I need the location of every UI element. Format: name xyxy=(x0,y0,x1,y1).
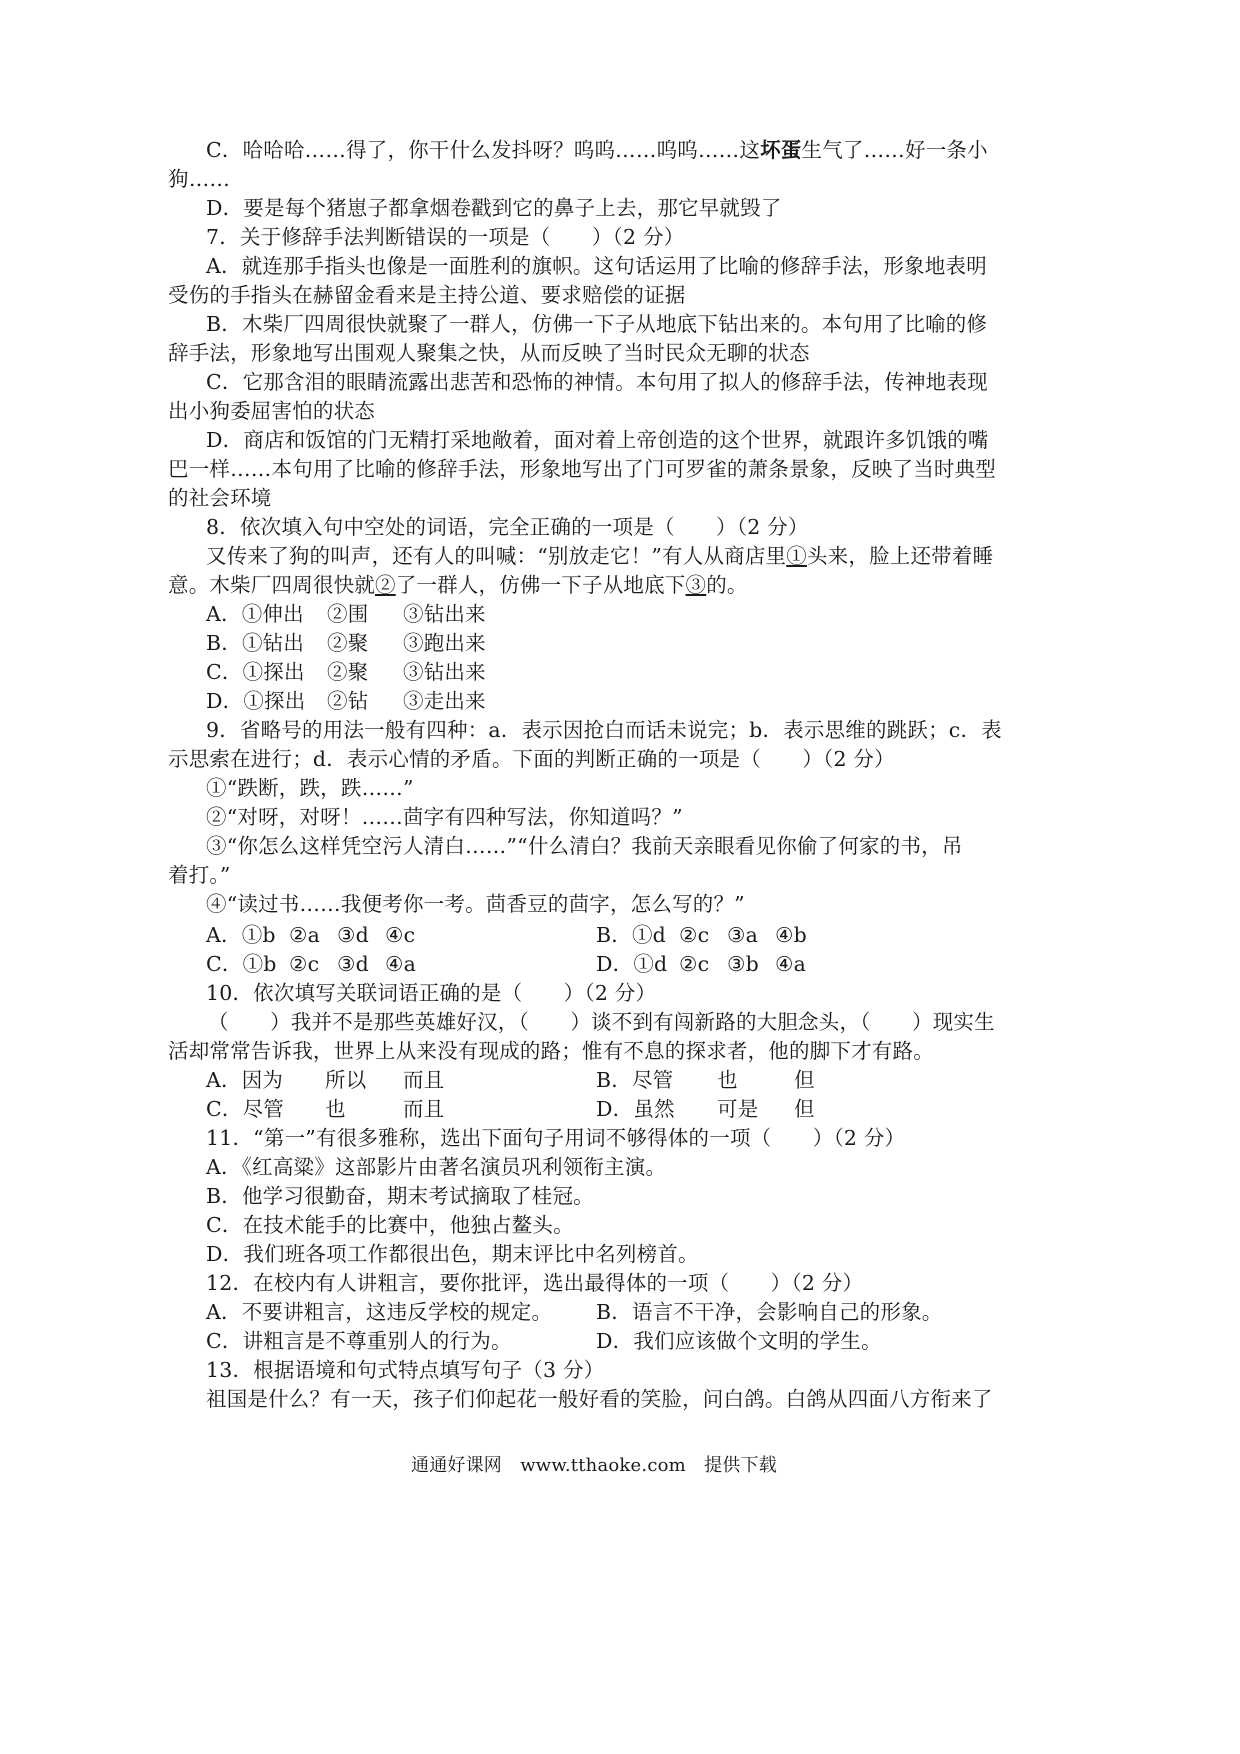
blank-marker-3: ③ xyxy=(685,573,707,597)
q7-option-d-line3: 的社会环境 xyxy=(168,486,272,510)
q12-option-b: B．语言不干净，会影响自己的形象。 xyxy=(596,1300,943,1324)
q7-option-a-line1: A．就连那手指头也像是一面胜利的旗帜。这句话运用了比喻的修辞手法，形象地表明 xyxy=(206,254,987,278)
q7-stem: 7．关于修辞手法判断错误的一项是（ ）（2 分） xyxy=(206,225,685,249)
q9-sentence-1: ①“跌断，跌，跌……” xyxy=(206,776,414,800)
q7-option-a-line2: 受伤的手指头在赫留金看来是主持公道、要求赔偿的证据 xyxy=(168,283,686,307)
q11-option-b: B．他学习很勤奋，期末考试摘取了桂冠。 xyxy=(206,1184,594,1208)
q12-stem: 12．在校内有人讲粗言，要你批评，选出最得体的一项（ ）（2 分） xyxy=(206,1271,864,1295)
q9-sentence-4: ④“读过书……我便考你一考。茴香豆的茴字，怎么写的？” xyxy=(206,892,745,916)
q11-option-c: C．在技术能手的比赛中，他独占鳌头。 xyxy=(206,1213,574,1237)
blank-marker-2: ② xyxy=(375,573,396,597)
q13-passage-line1: 祖国是什么？有一天，孩子们仰起花一般好看的笑脸，问白鸽。白鸽从四面八方衔来了 xyxy=(206,1387,993,1411)
q11-option-d: D．我们班各项工作都很出色，期末评比中名列榜首。 xyxy=(206,1242,699,1266)
q6-option-c-line2: 狗…… xyxy=(168,167,231,191)
q12-option-d: D．我们应该做个文明的学生。 xyxy=(596,1329,882,1353)
q13-stem: 13．根据语境和句式特点填写句子（3 分） xyxy=(206,1358,605,1382)
q9-sentence-3-line2: 着打。” xyxy=(168,863,231,887)
q11-option-a: A．《红高粱》这部影片由著名演员巩利领衔主演。 xyxy=(206,1155,667,1179)
q7-option-c-line1: C．它那含泪的眼睛流露出悲苦和恐怖的神情。本句用了拟人的修辞手法，传神地表现 xyxy=(206,370,988,394)
q7-option-c-line2: 出小狗委屈害怕的状态 xyxy=(168,399,375,423)
q8-passage-line2: 意。木柴厂四周很快就②了一群人，仿佛一下子从地底下③的。 xyxy=(168,573,748,597)
q12-option-c: C．讲粗言是不尊重别人的行为。 xyxy=(206,1329,512,1353)
q8-passage-line1: 又传来了狗的叫声，还有人的叫喊：“别放走它！”有人从商店里①头来，脸上还带着睡 xyxy=(206,544,994,568)
q6-option-d: D．要是每个猪崽子都拿烟卷戳到它的鼻子上去，那它早就毁了 xyxy=(206,196,782,220)
bold-word: 坏蛋 xyxy=(760,138,802,162)
q7-option-b-line1: B．木柴厂四周很快就聚了一群人，仿佛一下子从地底下钻出来的。本句用了比喻的修 xyxy=(206,312,988,336)
q7-option-d-line1: D．商店和饭馆的门无精打采地敞着，面对着上帝创造的这个世界，就跟许多饥饿的嘴 xyxy=(206,428,989,452)
q10-passage-line2: 活却常常告诉我，世界上从来没有现成的路；惟有不息的探求者，他的脚下才有路。 xyxy=(168,1039,934,1063)
q7-option-b-line2: 辞手法，形象地写出围观人聚集之快，从而反映了当时民众无聊的状态 xyxy=(168,341,810,365)
q9-sentence-2: ②“对呀，对呀！……茴字有四种写法，你知道吗？” xyxy=(206,805,683,829)
q10-passage-line1: （ ）我并不是那些英雄好汉，（ ）谈不到有闯新路的大胆念头，（ ）现实生 xyxy=(208,1010,995,1034)
q9-stem-line1: 9．省略号的用法一般有四种：a．表示因抢白而话未说完；b．表示思维的跳跃；c．表 xyxy=(206,718,1002,742)
q10-stem: 10．依次填写关联词语正确的是（ ）（2 分） xyxy=(206,981,657,1005)
page-footer: 通通好课网 www.tthaoke.com 提供下载 xyxy=(411,1455,777,1476)
exam-page: C．哈哈哈……得了，你干什么发抖呀？呜呜……呜呜……这坏蛋生气了……好一条小 狗…… D．要是每个猪崽子都拿烟卷戳到它的鼻子上去，那它早就毁了 7．关于修辞手法判断错误的一项是（ ）（2 分） A．就连那手指头也像是一面胜利的旗帜。这句话运用了比喻的修辞手法，形象地表明 受伤的手指头在赫留金看来是主持公道、要求赔偿的证据 B．木柴厂四周很快就聚了一群人，仿佛一下子从地底下钻出来的。本句用了比喻的修 辞手法，形象地写出围观人聚集之快，从而反映了当时民众无聊的状态 C．它那含泪的眼睛流露出悲苦和恐怖的神情。本句用了拟人的修辞手法，传神地表现 出小狗委屈害怕的状态 D．商店和饭馆的门无精打采地敞着，面对着上帝创造的这个世界，就跟许多饥饿的嘴 巴一样……本句用了比喻的修辞手法，形象地写出了门可罗雀的萧条景象，反映了当时典型 的社会环境 8．依次填入句中空处的词语，完全正确的一项是（ ）（2 分） 又传来了狗的叫声，还有人的叫喊：“别放走它！”有人从商店里①头来，脸上还带着睡 意。木柴厂四周很快就②了一群人，仿佛一下子从地底下③的。 A．①伸出 ②围 ③钻出来 B．①钻出 ②聚 ③跑出来 C．①探出 ②聚 ③钻出来 D．①探出 ②钻 ③走出来 9．省略号的用法一般有四种：a．表示因抢白而话未说完；b．表示思维的跳跃；c．表 示思索在进行；d．表示心情的矛盾。下面的判断正确的一项是（ ）（2 分） ①“跌断，跌，跌……” ②“对呀，对呀！……茴字有四种写法，你知道吗？” ③“你怎么这样凭空污人清白……”“什么清白？我前天亲眼看见你偷了何家的书，吊 着打。” ④“读过书……我便考你一考。茴香豆的茴字，怎么写的？” A．①b ②a ③d ④c B．①d ②c ③a ④b C．①b ②c ③d ④a D．①d ②c ③b ④a 10．依次填写关联词语正确的是（ ）（2 分） （ ）我并不是那些英雄好汉，（ ）谈不到有闯新路的大胆念头，（ ）现实生 活却常常告诉我，世界上从来没有现成的路；惟有不息的探求者，他的脚下才有路。 A．因为 所以 而且 B．尽管 也 但 C．尽管 也 而且 D．虽然 可是 但 11．“第一”有很多雅称，选出下面句子用词不够得体的一项（ ）（2 分） A．《红高粱》这部影片由著名演员巩利领衔主演。 B．他学习很勤奋，期末考试摘取了桂冠。 C．在技术能手的比赛中，他独占鳌头。 D．我们班各项工作都很出色，期末评比中名列榜首。 12．在校内有人讲粗言，要你批评，选出最得体的一项（ ）（2 分） A．不要讲粗言，这违反学校的规定。 B．语言不干净，会影响自己的形象。 C．讲粗言是不尊重别人的行为。 D．我们应该做个文明的学生。 13．根据语境和句式特点填写句子（3 分） 祖国是什么？有一天，孩子们仰起花一般好看的笑脸，问白鸽。白鸽从四面八方衔来了 通通好课网 www.tthaoke.com 提供下载 xyxy=(0,0,1240,1754)
q9-sentence-3-line1: ③“你怎么这样凭空污人清白……”“什么清白？我前天亲眼看见你偷了何家的书，吊 xyxy=(206,834,963,858)
q9-stem-line2: 示思索在进行；d．表示心情的矛盾。下面的判断正确的一项是（ ）（2 分） xyxy=(168,747,895,771)
q8-stem: 8．依次填入句中空处的词语，完全正确的一项是（ ）（2 分） xyxy=(206,515,809,539)
q12-option-a: A．不要讲粗言，这违反学校的规定。 xyxy=(206,1300,553,1324)
blank-marker-1: ① xyxy=(786,544,807,568)
q11-stem: 11．“第一”有很多雅称，选出下面句子用词不够得体的一项（ ）（2 分） xyxy=(206,1126,906,1150)
q7-option-d-line2: 巴一样……本句用了比喻的修辞手法，形象地写出了门可罗雀的萧条景象，反映了当时典型 xyxy=(168,457,996,481)
q6-option-c-line1: C．哈哈哈……得了，你干什么发抖呀？呜呜……呜呜……这坏蛋生气了……好一条小 xyxy=(206,138,988,162)
